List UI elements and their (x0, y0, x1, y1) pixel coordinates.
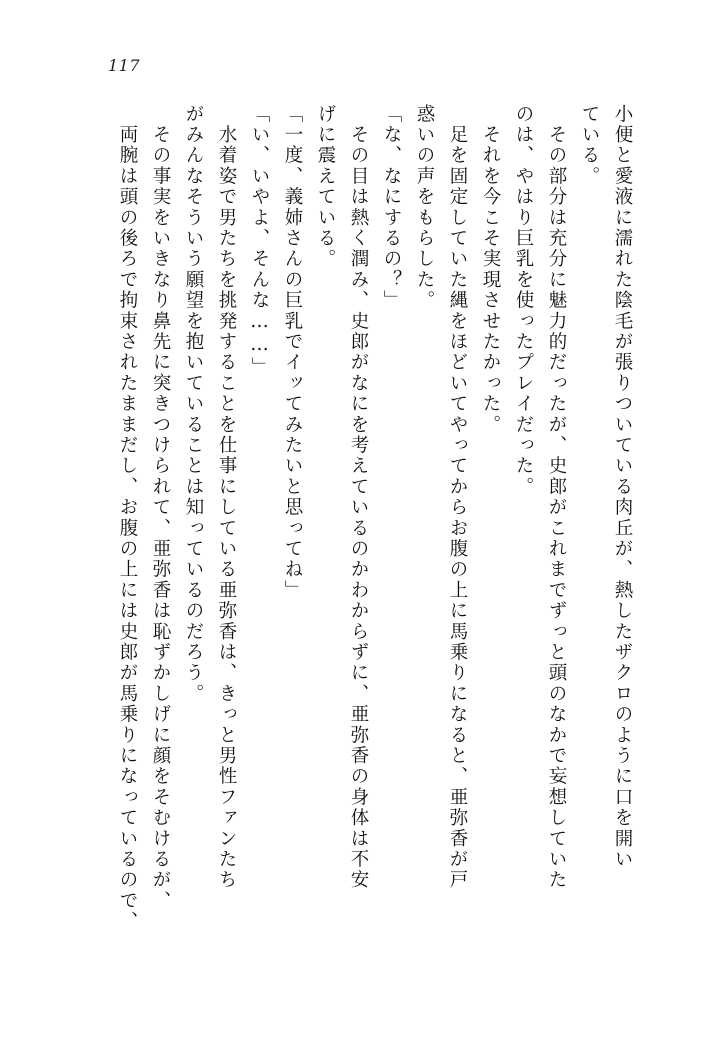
text-column: 足を固定していた縄をほどいてやってからお腹の上に馬乗りになると、亜弥香が戸 (447, 104, 468, 891)
text-column: 「い、いやよ、そんな……」 (249, 104, 270, 379)
vertical-text-body (78, 104, 631, 984)
text-column: 「な、なにするの？」 (381, 104, 402, 311)
text-column: 惑いの声をもらした。 (414, 104, 435, 311)
text-column: 小便と愛液に濡れた陰毛が張りついている肉丘が、熱したザクロのように口を開い (612, 104, 633, 870)
text-column: 「一度、義姉さんの巨乳でイッてみたいと思ってね」 (282, 104, 303, 601)
text-column: がみんなそういう願望を抱いていることは知っているのだろう。 (183, 104, 204, 705)
text-column: 両腕は頭の後ろで拘束されたままだし、お腹の上には史郎が馬乗りになっているので、 (117, 104, 138, 932)
text-column: のは、やはり巨乳を使ったプレイだった。 (513, 104, 534, 498)
text-column: それを今こそ実現させたかった。 (480, 104, 501, 436)
text-column: その部分は充分に魅力的だったが、史郎がこれまでずっと頭のなかで妄想していた (546, 104, 567, 891)
text-column: その目は熱く潤み、史郎がなにを考えているのかわからずに、亜弥香の身体は不安 (348, 104, 369, 891)
text-column: その事実をいきなり鼻先に突きつけられて、亜弥香は恥ずかしげに顔をそむけるが、 (150, 104, 171, 912)
text-column: ている。 (579, 104, 600, 187)
text-column: げに震えている。 (315, 104, 336, 270)
text-column: 水着姿で男たちを挑発することを仕事にしている亜弥香は、きっと男性ファンたち (216, 104, 237, 891)
page-number: 117 (108, 56, 141, 75)
